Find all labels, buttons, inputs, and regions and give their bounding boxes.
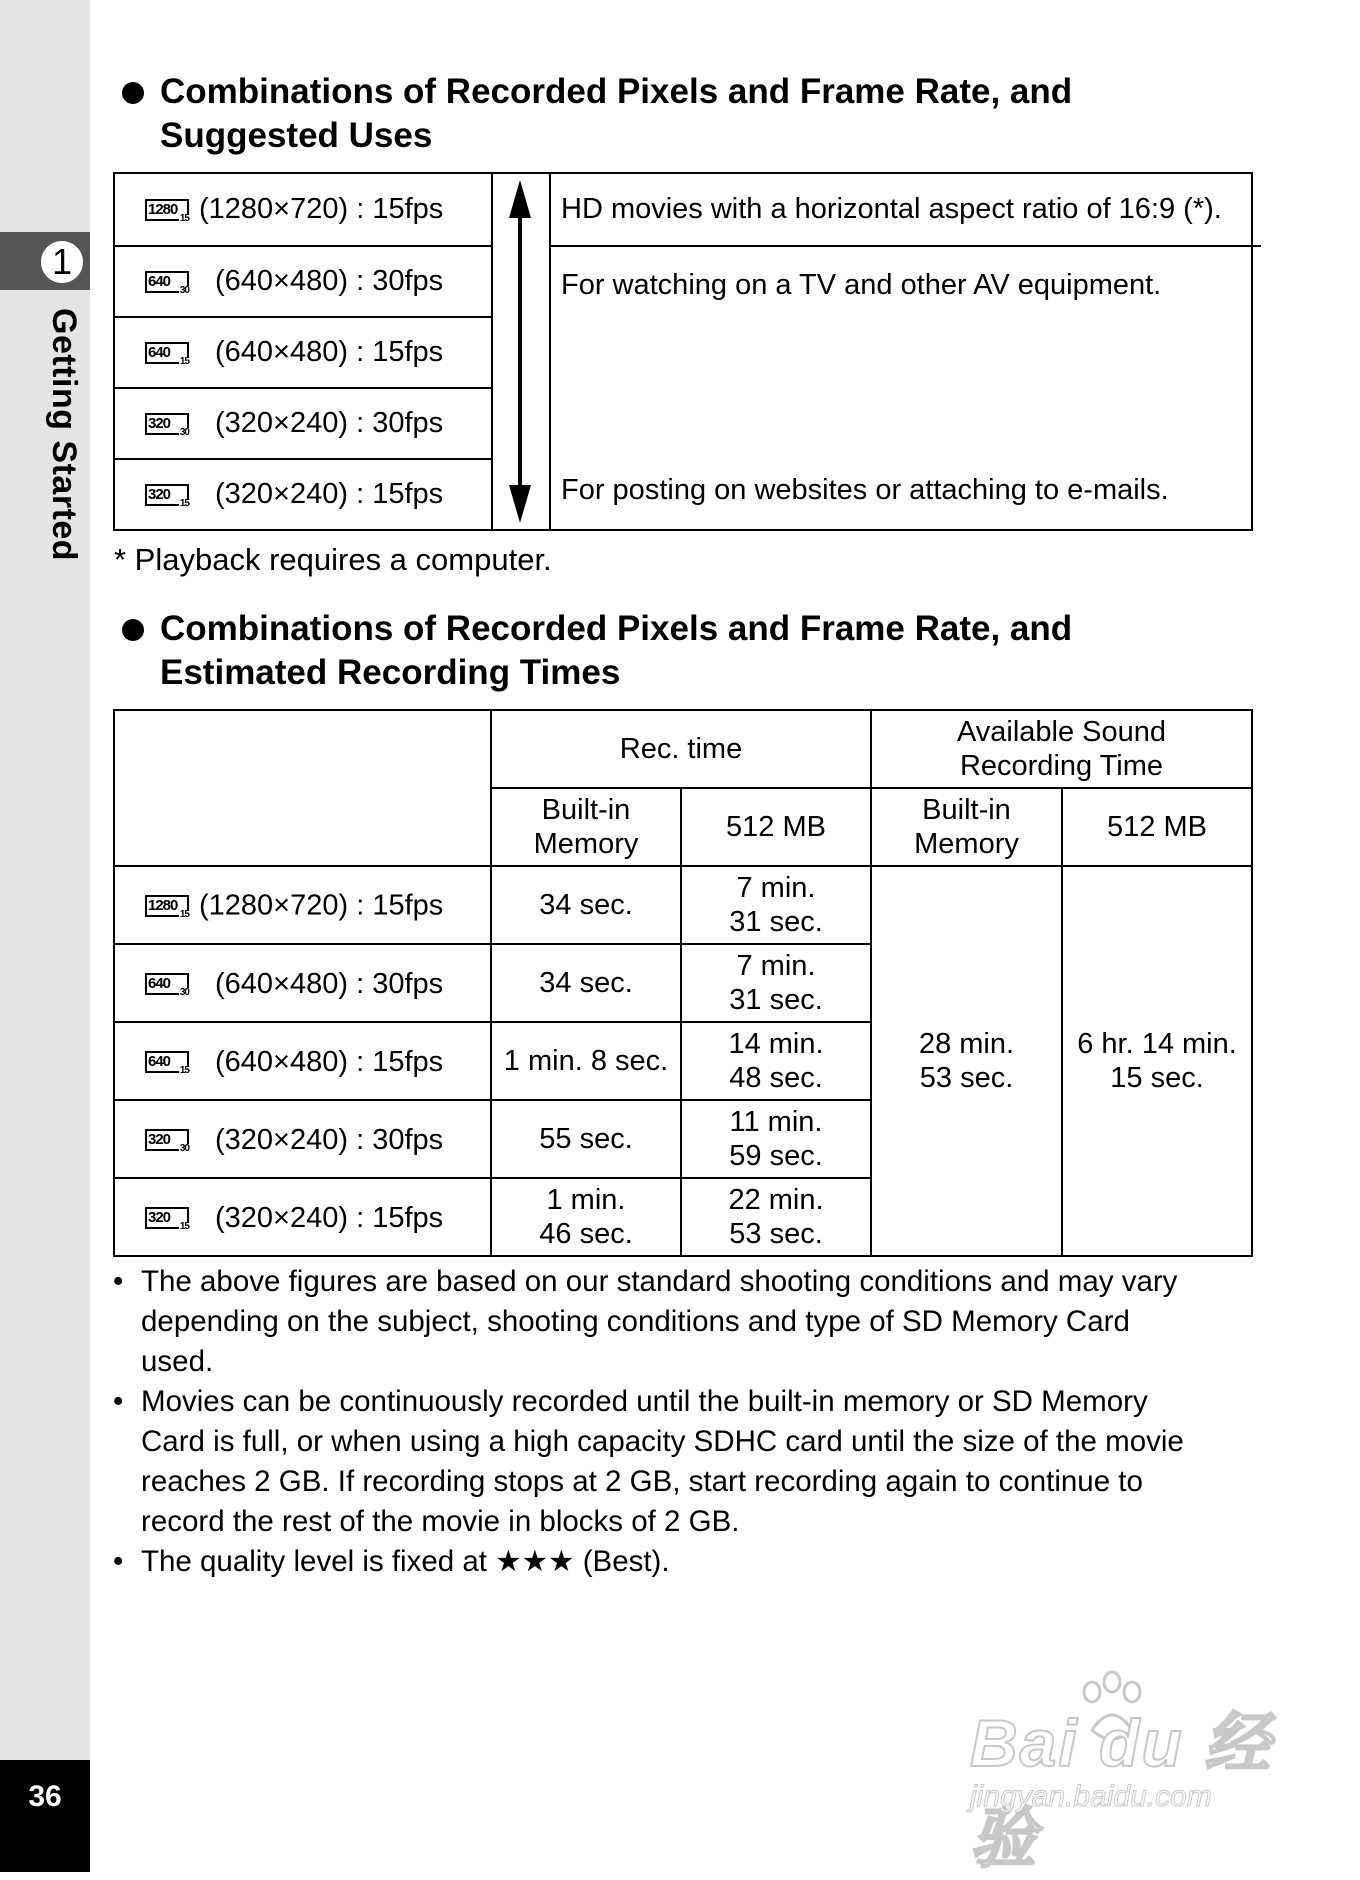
mode-cell: 320 15 (320×240) : 15fps — [114, 1178, 491, 1256]
bullet-icon — [122, 82, 144, 104]
use-tv: For watching on a TV and other AV equipment. — [561, 269, 1162, 301]
mode-cell: 320 30 (320×240) : 30fps — [114, 1100, 491, 1178]
movie-resolution-icon: 640 30 — [145, 271, 189, 293]
movie-resolution-icon: 640 30 — [145, 973, 189, 995]
builtin-rec-time: 1 min. 46 sec. — [491, 1178, 681, 1256]
chapter-title: Getting Started — [45, 308, 83, 562]
recording-times-table — [113, 709, 1253, 1257]
suggested-uses-table — [113, 172, 1253, 531]
note-item: • Movies can be continuously recorded until the built-in memory or SD Memory Card is full, or when using a high capacity SDHC card until the size of the movie reaches 2 GB. If recording stops at 2 GB, start recording again to continue to record the rest of the movie in blocks of 2 GB. — [113, 1382, 1263, 1542]
builtin-rec-time: 34 sec. — [491, 866, 681, 944]
movie-resolution-icon: 640 15 — [145, 342, 189, 364]
note-item: • The above figures are based on our standard shooting conditions and may vary depending on the subject, shooting conditions and type of SD Memory Card used. — [113, 1262, 1263, 1382]
sound-card-time: 6 hr. 14 min. 15 sec. — [1062, 866, 1252, 1256]
mode-row: 640 15 (640×480) : 15fps — [115, 316, 491, 387]
sound-builtin-time: 28 min. 53 sec. — [871, 866, 1062, 1256]
section-heading-recording-times — [120, 607, 1240, 695]
mode-row: 320 15 (320×240) : 15fps — [115, 458, 491, 529]
sound-time-header: Available Sound Recording Time — [871, 710, 1252, 788]
footnote: * Playback requires a computer. — [114, 542, 552, 577]
double-arrow-icon — [491, 174, 549, 529]
heading-line-1: Combinations of Recorded Pixels and Frame Rate, and — [160, 609, 1073, 648]
rec-time-header: Rec. time — [491, 710, 871, 788]
watermark-url: jingyan.baidu.com — [970, 1780, 1212, 1813]
mode-cell: 640 15 (640×480) : 15fps — [114, 1022, 491, 1100]
quality-arrow-column — [491, 174, 551, 529]
blank-header-cell — [114, 710, 491, 866]
uses-column — [551, 174, 1251, 529]
movie-resolution-icon: 640 15 — [145, 1051, 189, 1073]
notes-list — [113, 1262, 1263, 1582]
card-rec-time: 7 min. 31 sec. — [681, 944, 871, 1022]
card-rec-time: 11 min. 59 sec. — [681, 1100, 871, 1178]
heading-line-2: Suggested Uses — [160, 116, 433, 155]
builtin-memory-header: Built-in Memory — [871, 788, 1062, 866]
movie-resolution-icon: 320 15 — [145, 1207, 189, 1229]
watermark — [960, 1670, 1280, 1875]
page-number-box — [0, 1760, 90, 1872]
use-web: For posting on websites or attaching to e-mails. — [561, 474, 1169, 506]
use-hd-movies: HD movies with a horizontal aspect ratio of 16:9 (*). — [551, 174, 1261, 247]
movie-resolution-icon: 320 30 — [145, 413, 189, 435]
builtin-rec-time: 34 sec. — [491, 944, 681, 1022]
table-row — [114, 866, 1252, 944]
movie-resolution-icon: 1280 15 — [145, 199, 189, 221]
page-number: 36 — [28, 1780, 62, 1813]
note-item: • The quality level is fixed at ★★★ (Best). — [113, 1542, 1263, 1582]
bullet-icon — [122, 619, 144, 641]
movie-resolution-icon: 1280 15 — [145, 895, 189, 917]
builtin-memory-header: Built-in Memory — [491, 788, 681, 866]
movie-resolution-icon: 320 30 — [145, 1129, 189, 1151]
heading-line-2: Estimated Recording Times — [160, 653, 621, 692]
mode-row: 640 30 (640×480) : 30fps — [115, 245, 491, 316]
movie-resolution-icon: 320 15 — [145, 484, 189, 506]
mode-cell: 1280 15 (1280×720) : 15fps — [114, 866, 491, 944]
card-rec-time: 14 min. 48 sec. — [681, 1022, 871, 1100]
chapter-number: 1 — [38, 238, 86, 286]
builtin-rec-time: 1 min. 8 sec. — [491, 1022, 681, 1100]
card-512-header: 512 MB — [1062, 788, 1252, 866]
mode-cell: 640 30 (640×480) : 30fps — [114, 944, 491, 1022]
mode-row: 1280 15 (1280×720) : 15fps — [115, 174, 491, 245]
builtin-rec-time: 55 sec. — [491, 1100, 681, 1178]
mode-column — [115, 174, 493, 529]
watermark-logo: Bai du 经验 — [970, 1706, 1273, 1875]
card-rec-time: 7 min. 31 sec. — [681, 866, 871, 944]
mode-row: 320 30 (320×240) : 30fps — [115, 387, 491, 458]
heading-line-1: Combinations of Recorded Pixels and Frame Rate, and — [160, 72, 1073, 111]
card-512-header: 512 MB — [681, 788, 871, 866]
section-heading-suggested-uses — [120, 70, 1240, 158]
card-rec-time: 22 min. 53 sec. — [681, 1178, 871, 1256]
